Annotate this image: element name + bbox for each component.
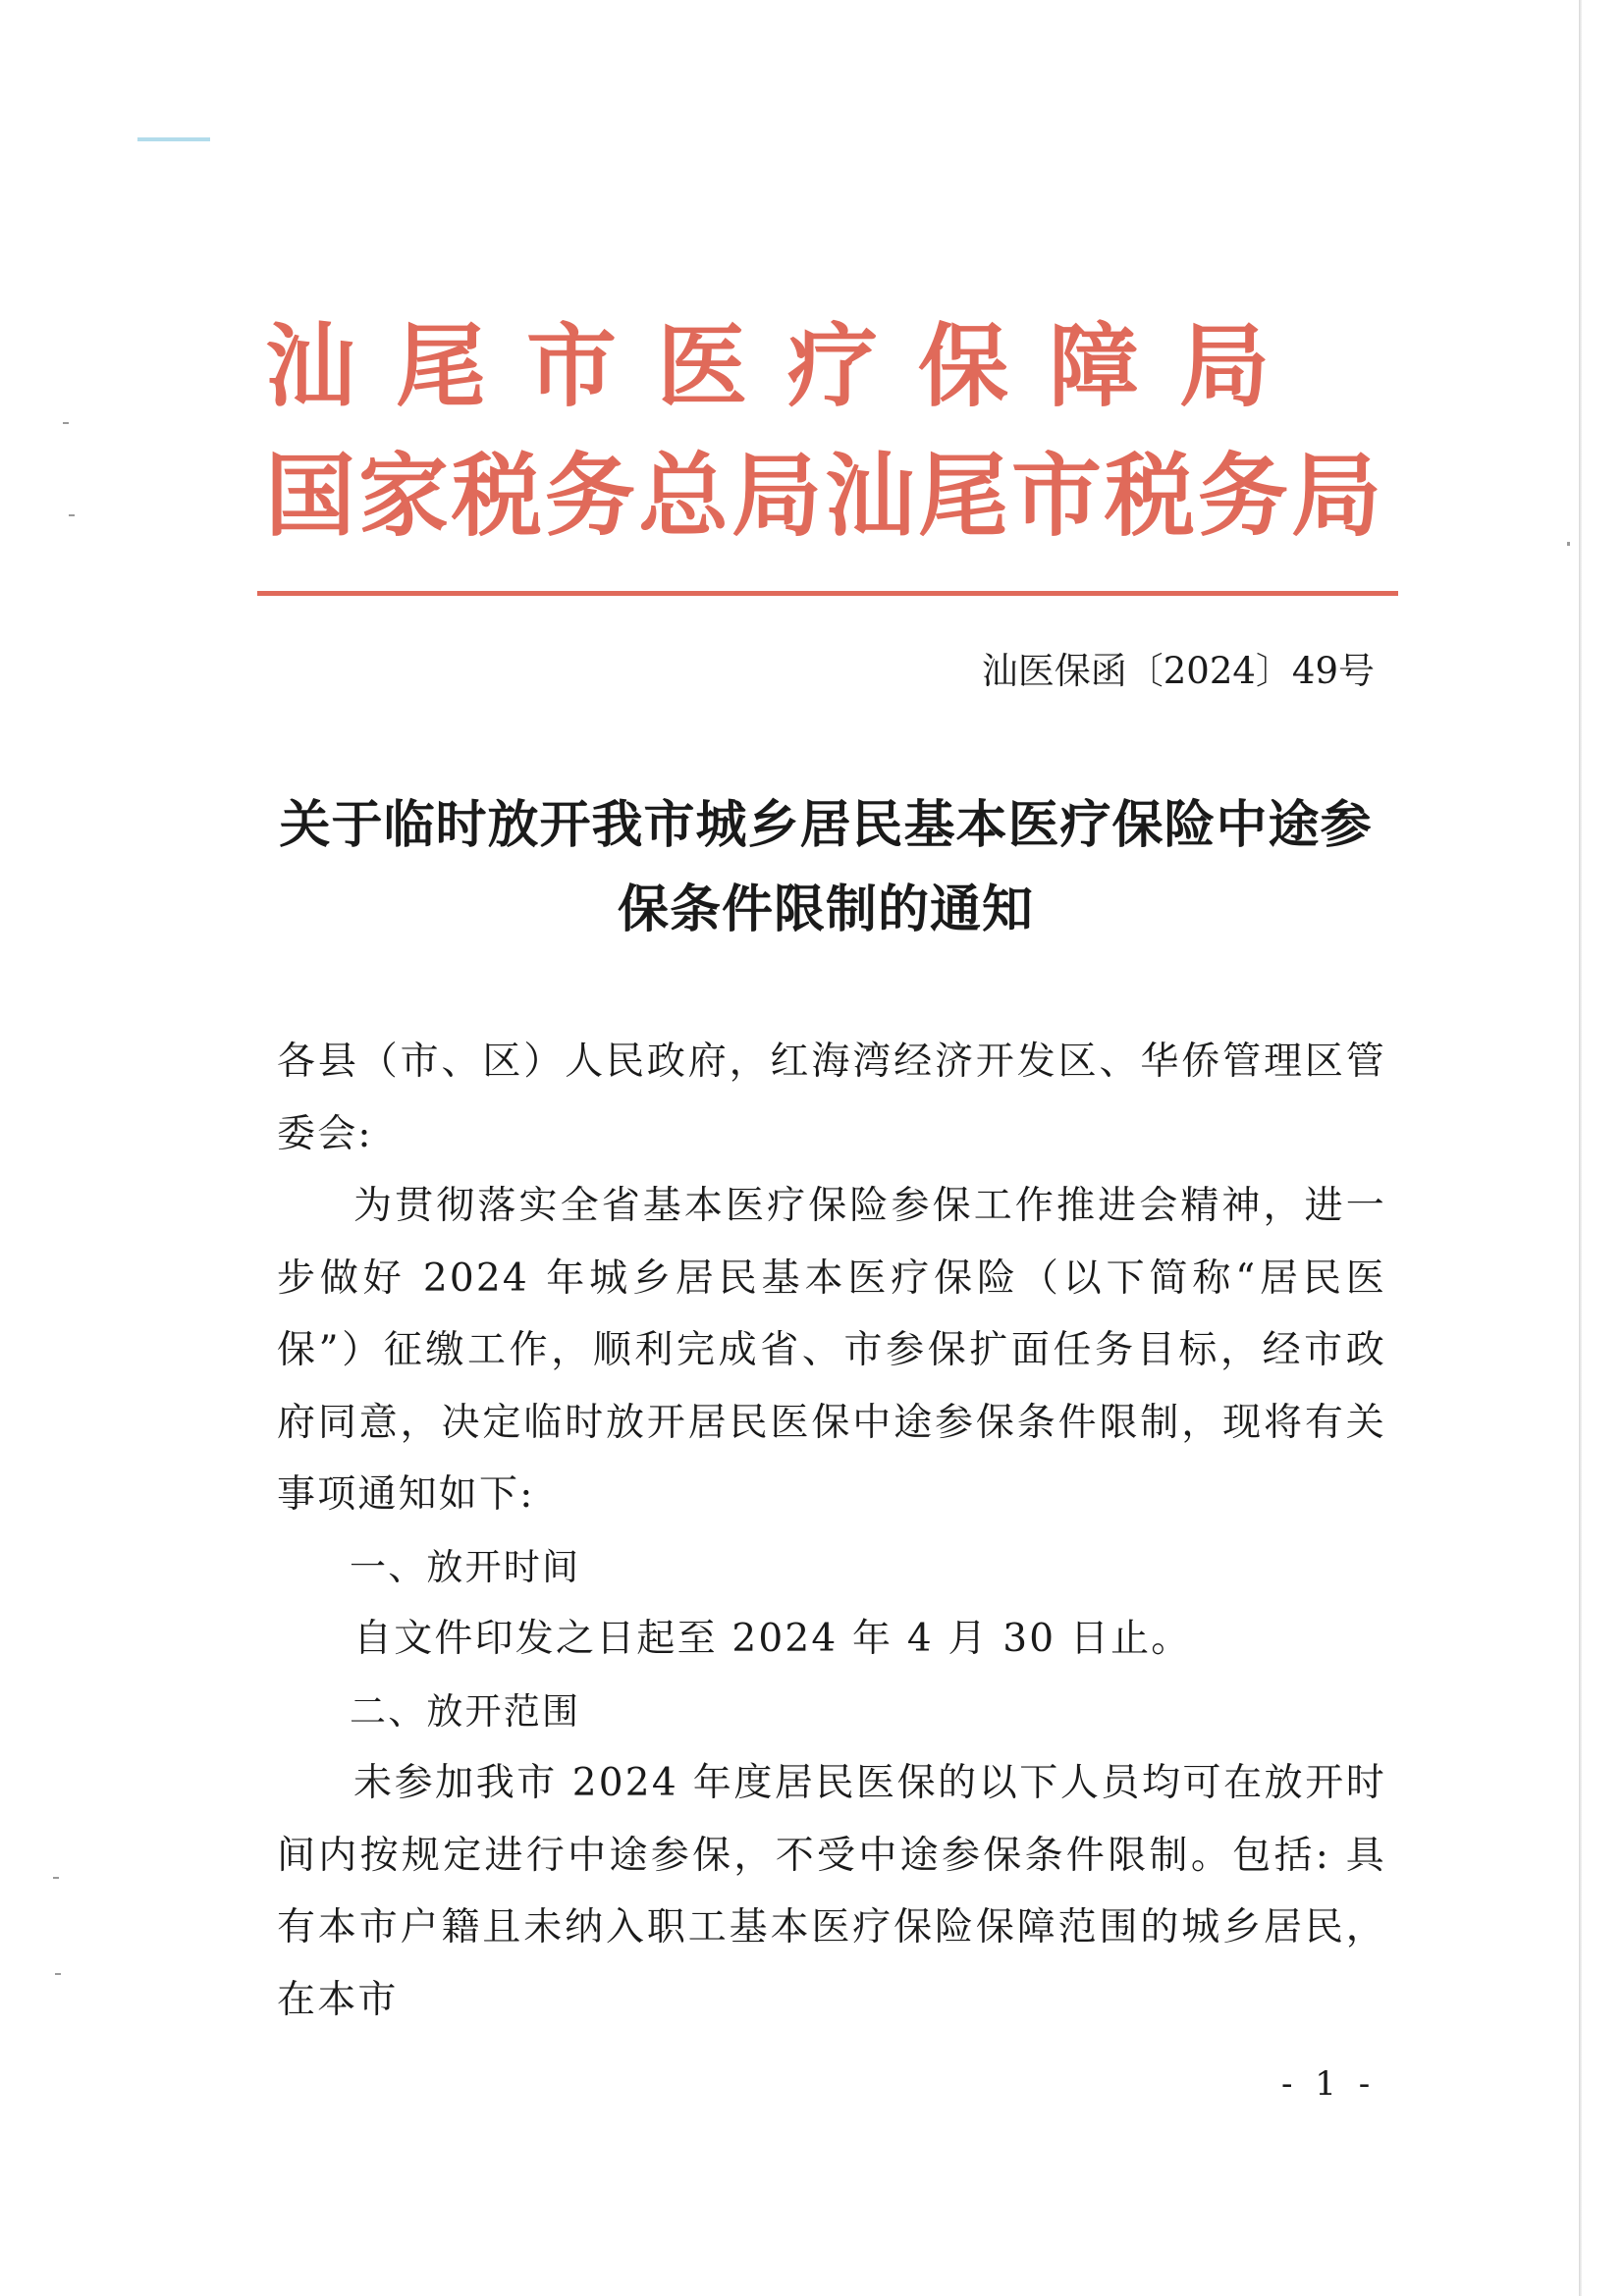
section-body-scope: 未参加我市 2024 年度居民医保的以下人员均可在放开时间内按规定进行中途参保，不受中途参保条件限制。包括: 具有本市户籍且未纳入职工基本医疗保险保障范围的城乡居民，在本市	[277, 1761, 1386, 2022]
section-heading-scope: 二、放开范围	[350, 1689, 581, 1733]
page-number: - 1 -	[1281, 2064, 1377, 2104]
section-heading-time: 一、放开时间	[350, 1545, 581, 1588]
section-body-time: 自文件印发之日起至 2024 年 4 月 30 日止。	[353, 1617, 1192, 1661]
scan-speck	[1567, 542, 1570, 546]
document-body	[277, 1026, 1386, 2036]
intro-paragraph: 为贯彻落实全省基本医疗保险参保工作推进会精神，进一步做好 2024 年城乡居民基本医疗保险（以下简称“居民医保”）征缴工作，顺利完成省、市参保扩面任务目标，经市政府同意，决定临时放开居民医保中途参保条件限制，现将有关事项通知如下:	[277, 1184, 1386, 1517]
issuing-org-2: 国家税务总局汕尾市税务局	[265, 443, 1385, 549]
page-edge	[1579, 0, 1582, 2296]
salutation: 各县（市、区）人民政府，红海湾经济开发区、华侨管理区管委会:	[277, 1040, 1386, 1156]
header-divider	[257, 591, 1398, 596]
issuing-org-1: 汕尾市医疗保障局	[265, 313, 1311, 419]
scan-speck	[53, 1877, 59, 1879]
scan-speck	[69, 514, 75, 516]
document-title: 关于临时放开我市城乡居民基本医疗保险中途参保条件限制的通知	[279, 795, 1373, 939]
scan-speck	[63, 422, 69, 424]
document-number: 汕医保函〔2024〕49号	[981, 650, 1375, 692]
scan-mark	[137, 137, 210, 141]
scan-speck	[55, 1973, 61, 1975]
